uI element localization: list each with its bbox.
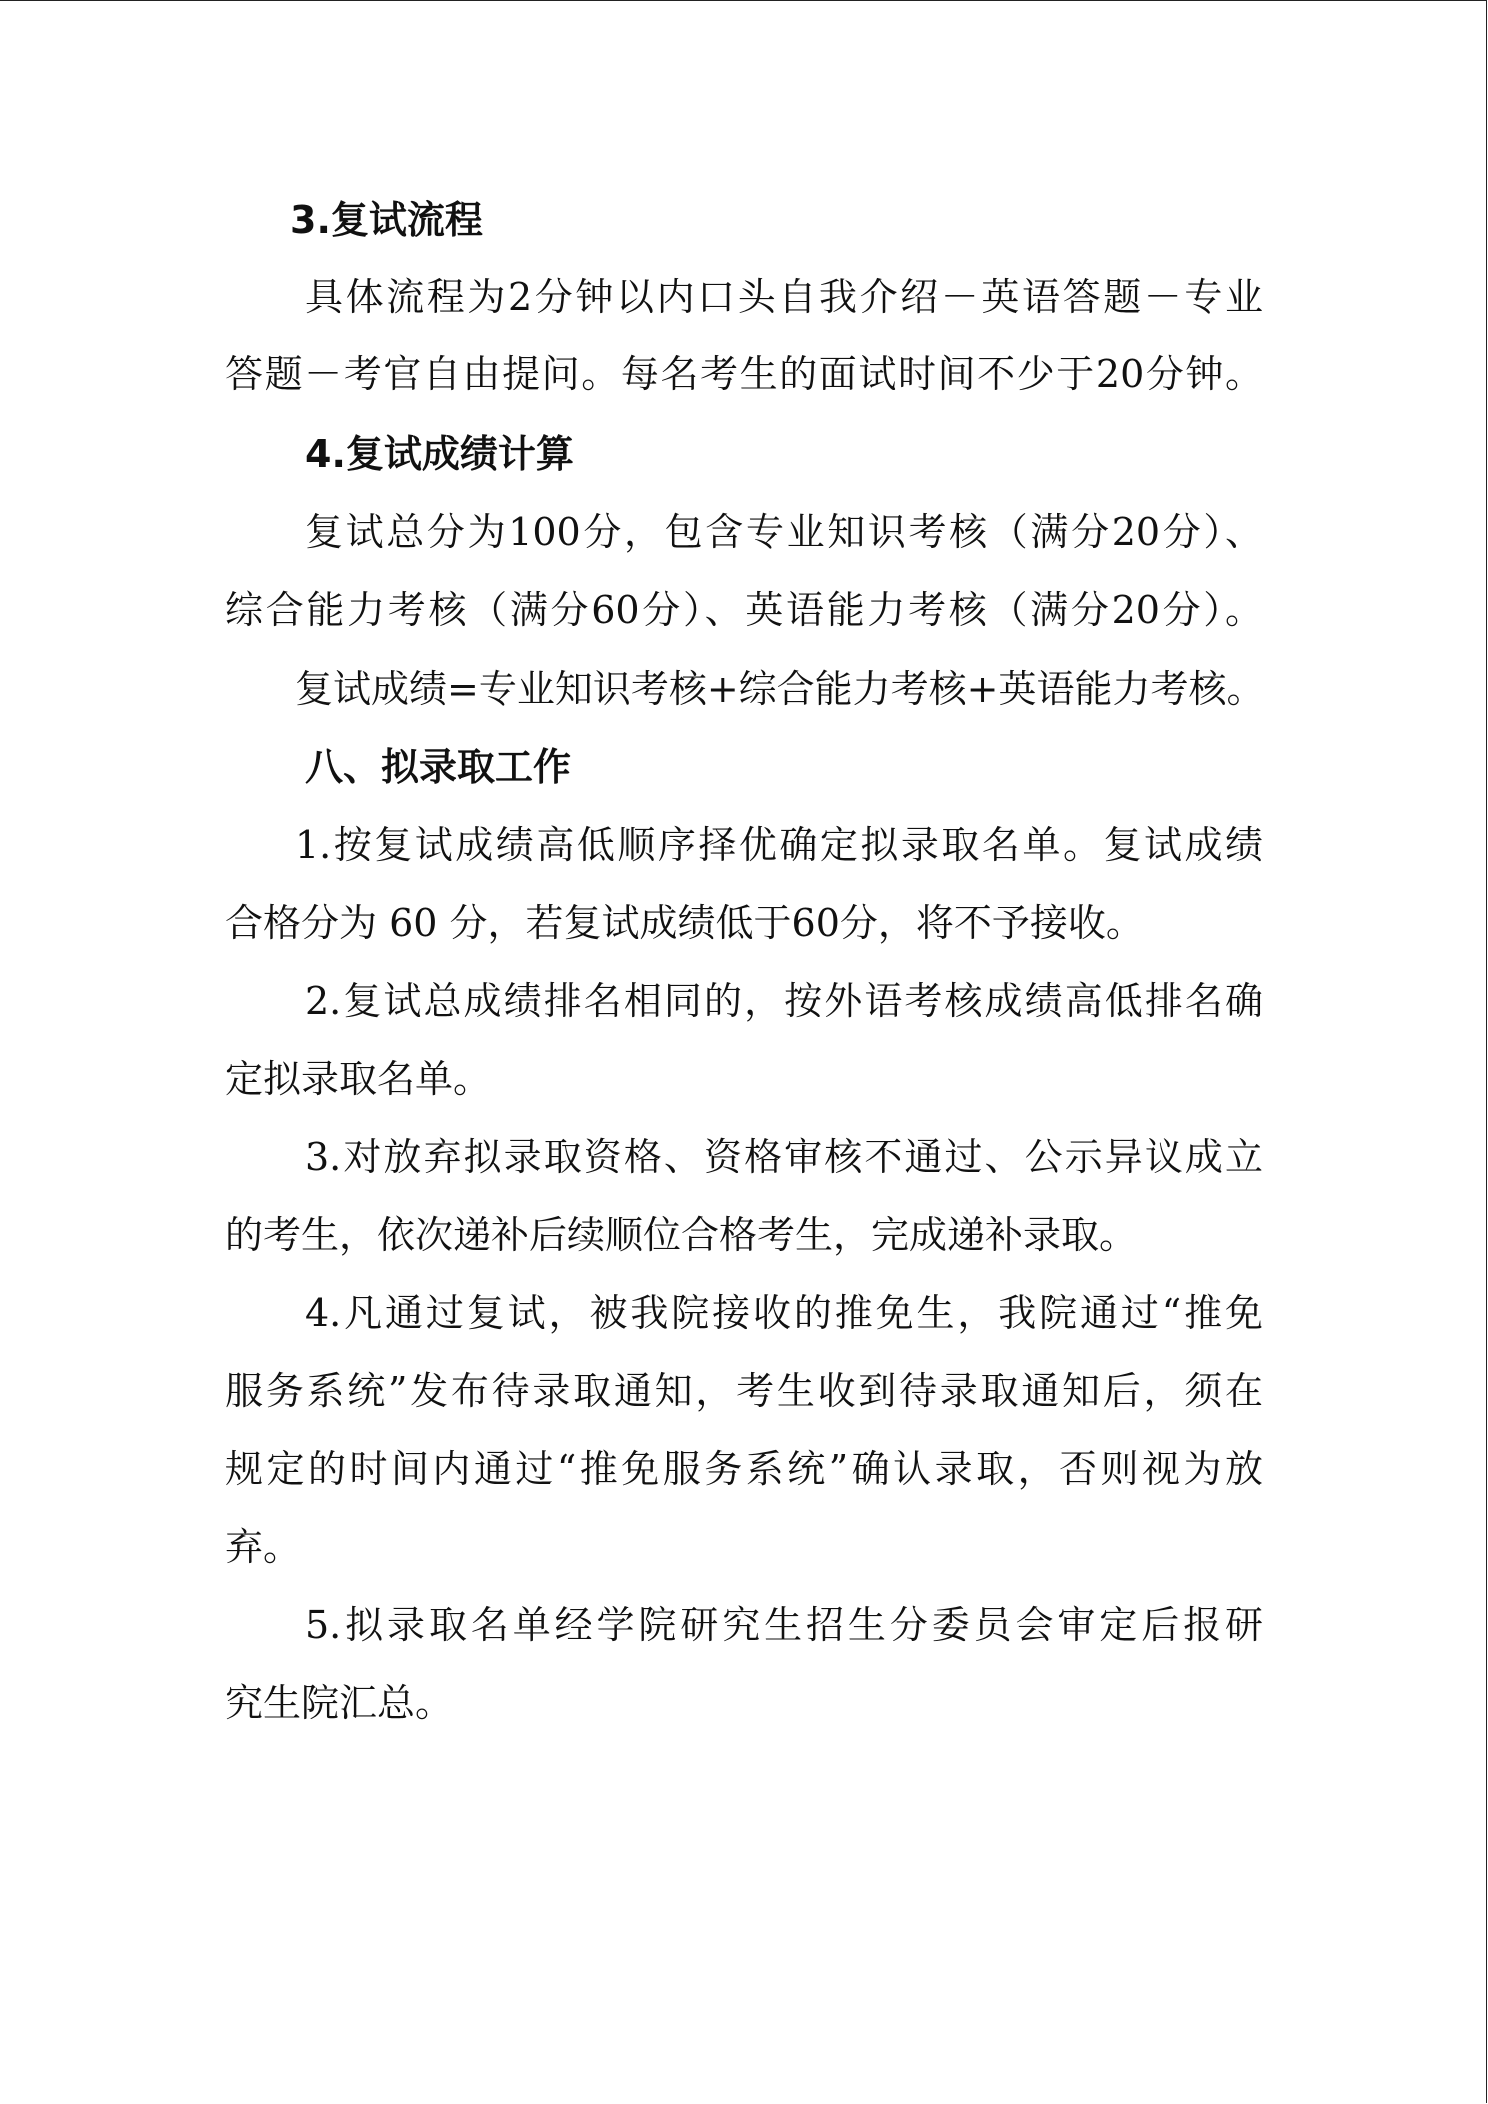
section-heading-admission-work: 八、拟录取工作 <box>305 745 572 789</box>
paragraph-line: 综合能力考核（满分60分）、英语能力考核（满分20分）。 <box>225 588 1263 632</box>
section-heading-review-process: 3.复试流程 <box>290 198 483 242</box>
paragraph-line: 2.复试总成绩排名相同的，按外语考核成绩高低排名确 <box>305 979 1263 1023</box>
paragraph-line: 答题－考官自由提问。每名考生的面试时间不少于20分钟。 <box>225 352 1263 396</box>
paragraph-line: 1.按复试成绩高低顺序择优确定拟录取名单。复试成绩 <box>295 823 1263 867</box>
section-heading-score-calculation: 4.复试成绩计算 <box>305 432 574 476</box>
paragraph-line: 定拟录取名单。 <box>225 1057 492 1101</box>
paragraph-line: 合格分为 60 分，若复试成绩低于60分，将不予接收。 <box>225 901 1144 945</box>
paragraph-line: 复试成绩=专业知识考核+综合能力考核+英语能力考核。 <box>295 667 1265 711</box>
paragraph-line: 4.凡通过复试，被我院接收的推免生，我院通过“推免 <box>305 1291 1263 1335</box>
paragraph-line: 复试总分为100分，包含专业知识考核（满分20分）、 <box>305 510 1263 554</box>
paragraph-line: 究生院汇总。 <box>225 1681 454 1725</box>
paragraph-line: 5.拟录取名单经学院研究生招生分委员会审定后报研 <box>305 1603 1263 1647</box>
paragraph-line: 规定的时间内通过“推免服务系统”确认录取，否则视为放 <box>225 1447 1263 1491</box>
paragraph-line: 3.对放弃拟录取资格、资格审核不通过、公示异议成立 <box>305 1135 1263 1179</box>
paragraph-line: 具体流程为2分钟以内口头自我介绍－英语答题－专业 <box>305 275 1263 319</box>
paragraph-line: 的考生，依次递补后续顺位合格考生，完成递补录取。 <box>225 1213 1138 1257</box>
paragraph-line: 弃。 <box>225 1525 302 1569</box>
paragraph-line: 服务系统”发布待录取通知，考生收到待录取通知后，须在 <box>225 1369 1263 1413</box>
